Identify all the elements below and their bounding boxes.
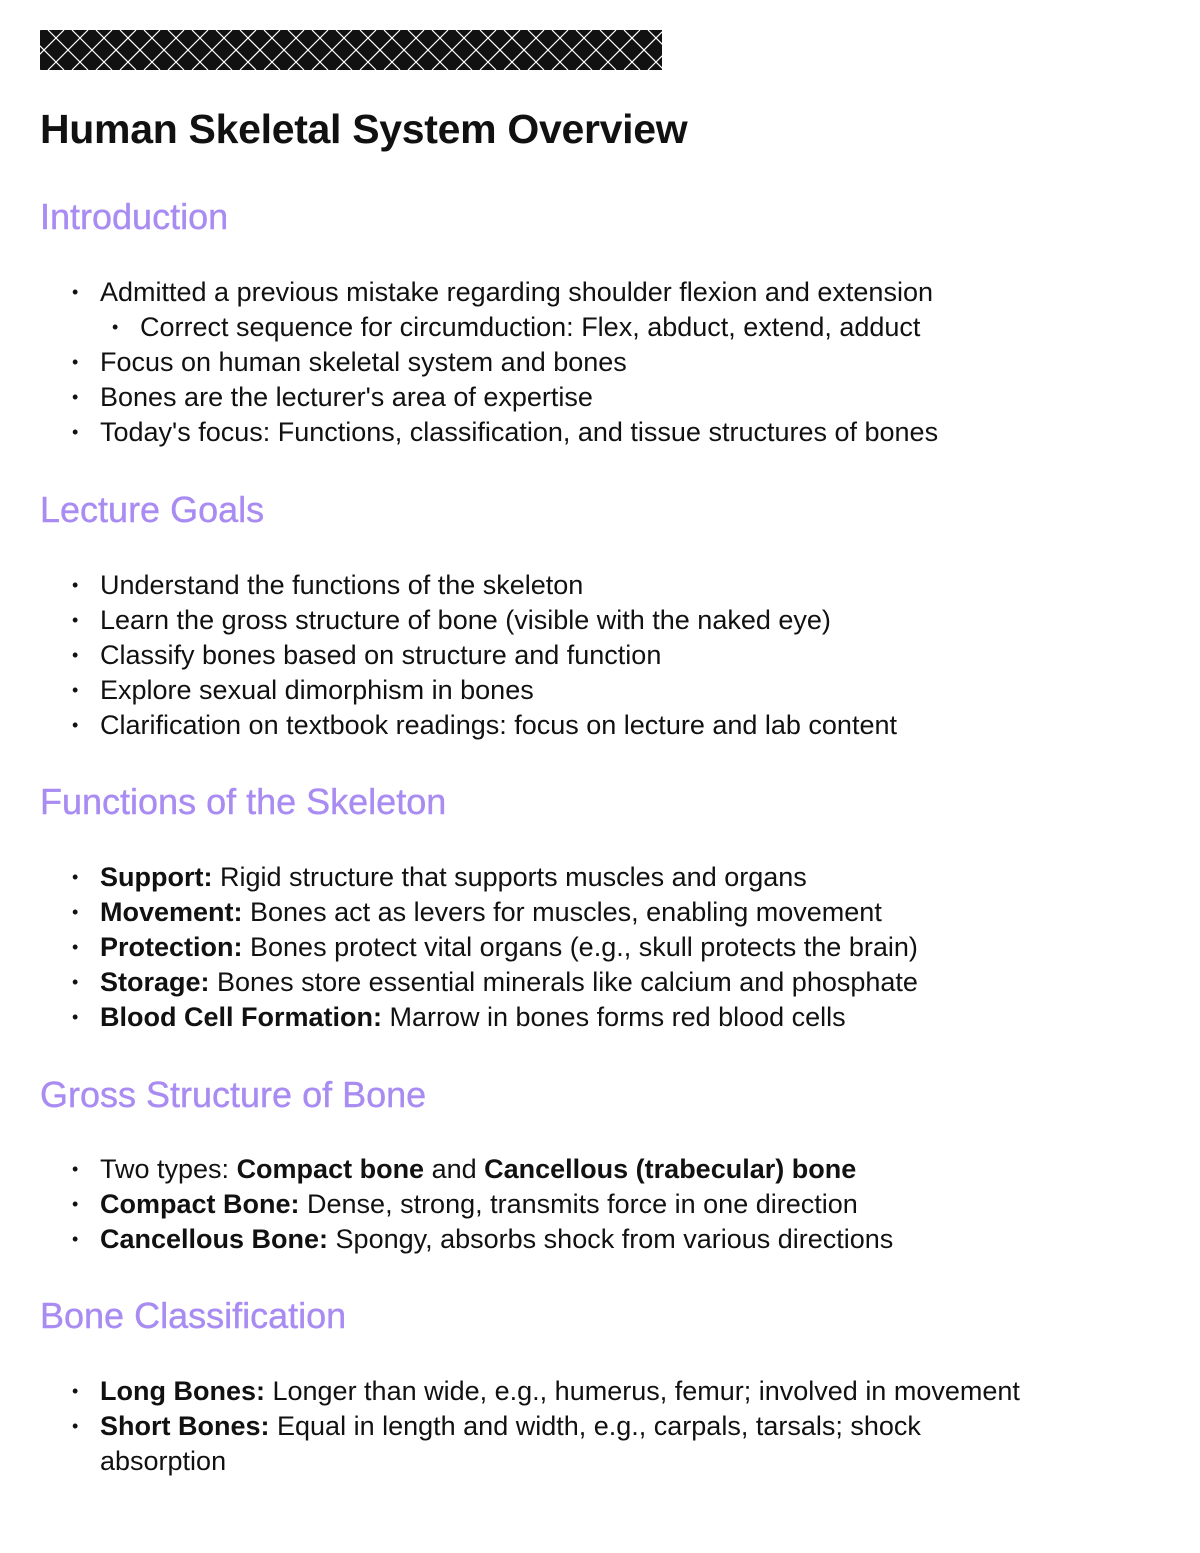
bullet-icon: • xyxy=(72,1229,79,1249)
lecture-goals-list xyxy=(0,568,897,743)
term-label: Movement: xyxy=(100,897,243,927)
list-item: • Short Bones: Equal in length and width, e.g., carpals, tarsals; shock absorption xyxy=(72,1411,921,1476)
bullet-icon: • xyxy=(72,610,79,630)
list-item: • Movement: Bones act as levers for muscles, enabling movement xyxy=(0,895,918,930)
bullet-icon: • xyxy=(72,1159,79,1179)
list-item-nested: • Correct sequence for circumduction: Flex, abduct, extend, adduct xyxy=(0,310,938,345)
list-item: • Storage: Bones store essential minerals like calcium and phosphate xyxy=(0,965,918,1000)
list-item: • Understand the functions of the skeleton xyxy=(0,568,897,603)
bullet-icon: • xyxy=(72,937,79,957)
document-title: Human Skeletal System Overview xyxy=(40,106,688,152)
list-item: • Compact Bone: Dense, strong, transmits force in one direction xyxy=(0,1187,893,1222)
list-item: • Explore sexual dimorphism in bones xyxy=(0,673,897,708)
bullet-icon: • xyxy=(72,972,79,992)
term-label: Compact bone xyxy=(236,1154,425,1184)
redaction-pattern xyxy=(40,30,662,70)
bone-classification-list xyxy=(0,1374,1040,1479)
term-label: Protection: xyxy=(100,932,243,962)
bullet-icon: • xyxy=(72,1194,79,1214)
gross-structure-list xyxy=(0,1152,893,1257)
bullet-icon: • xyxy=(72,1416,79,1436)
redacted-header-bar xyxy=(40,30,662,70)
bullet-icon: • xyxy=(72,1381,79,1401)
list-item: • Admitted a previous mistake regarding shoulder flexion and extension xyxy=(0,275,938,310)
bullet-icon: • xyxy=(72,902,79,922)
bullet-icon: • xyxy=(72,387,79,407)
bullet-icon: • xyxy=(72,1007,79,1027)
section-heading-functions: Functions of the Skeleton xyxy=(40,781,447,822)
term-label: Blood Cell Formation: xyxy=(100,1002,382,1032)
functions-list xyxy=(0,860,918,1035)
list-item: • Long Bones: Longer than wide, e.g., humerus, femur; involved in movement xyxy=(0,1374,1040,1409)
section-heading-lecture-goals: Lecture Goals xyxy=(40,489,265,530)
section-heading-gross-structure: Gross Structure of Bone xyxy=(40,1074,427,1115)
bullet-icon: • xyxy=(72,575,79,595)
list-item: • Learn the gross structure of bone (visible with the naked eye) xyxy=(0,603,897,638)
list-item: • Two types: Compact bone and Cancellous (trabecular) bone xyxy=(0,1152,893,1187)
term-label: Long Bones: xyxy=(100,1376,265,1406)
term-label: Cancellous (trabecular) bone xyxy=(484,1154,857,1184)
list-item: • Support: Rigid structure that supports muscles and organs xyxy=(0,860,918,895)
term-label: Short Bones: xyxy=(100,1411,270,1441)
term-label: Storage: xyxy=(100,967,210,997)
bullet-icon: • xyxy=(72,422,79,442)
bullet-icon: • xyxy=(72,282,79,302)
introduction-list xyxy=(0,275,938,450)
list-item: • Protection: Bones protect vital organs (e.g., skull protects the brain) xyxy=(0,930,918,965)
list-item: • Today's focus: Functions, classification, and tissue structures of bones xyxy=(0,415,938,450)
list-item: • Focus on human skeletal system and bones xyxy=(0,345,938,380)
term-label: Cancellous Bone: xyxy=(100,1224,329,1254)
section-heading-introduction: Introduction xyxy=(40,196,229,237)
section-heading-bone-classification: Bone Classification xyxy=(40,1295,347,1336)
bullet-icon: • xyxy=(72,352,79,372)
bullet-icon: • xyxy=(72,715,79,735)
list-item: • Clarification on textbook readings: focus on lecture and lab content xyxy=(0,708,897,743)
list-item: • Classify bones based on structure and function xyxy=(0,638,897,673)
bullet-icon: • xyxy=(72,867,79,887)
bullet-icon: • xyxy=(72,645,79,665)
list-item: • Blood Cell Formation: Marrow in bones forms red blood cells xyxy=(0,1000,918,1035)
bullet-icon: • xyxy=(72,680,79,700)
bullet-icon: • xyxy=(112,317,119,337)
term-label: Support: xyxy=(100,862,213,892)
term-label: Compact Bone: xyxy=(100,1189,300,1219)
list-item: • Cancellous Bone: Spongy, absorbs shock from various directions xyxy=(0,1222,893,1257)
list-item: • Bones are the lecturer's area of expertise xyxy=(0,380,938,415)
